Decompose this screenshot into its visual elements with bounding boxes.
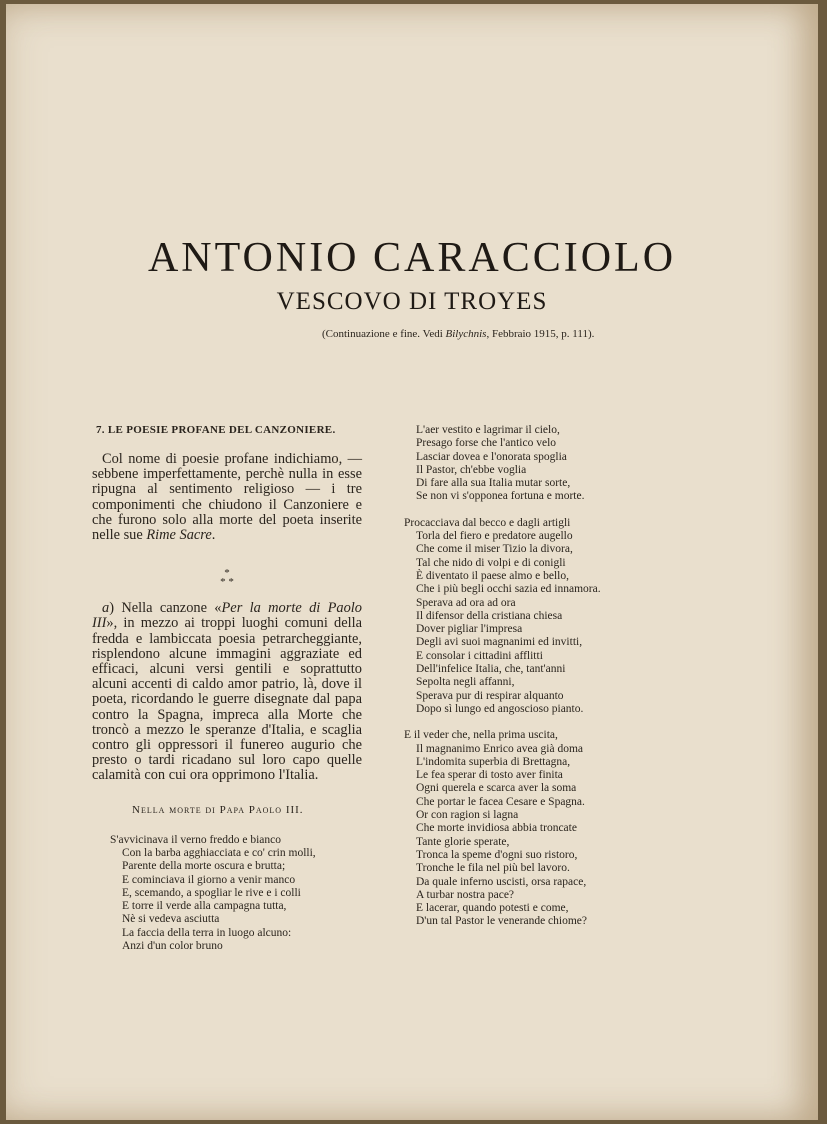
poem-line: S'avvicinava il verno freddo e bianco xyxy=(110,833,281,846)
poem-line: Degli avi suoi magnanimi ed invitti, xyxy=(416,636,583,649)
continuation-text-end: , Febbraio 1915, p. 111). xyxy=(486,328,595,340)
poem-line: Dopo sì lungo ed angoscioso pianto. xyxy=(416,702,584,715)
poem-line: E torre il verde alla campagna tutta, xyxy=(122,900,287,913)
poem-line: Il Pastor, ch'ebbe voglia xyxy=(416,463,527,476)
poem-line: Il magnanimo Enrico avea già doma xyxy=(416,742,584,755)
continuation-note xyxy=(322,328,594,340)
asterism-top: * xyxy=(224,567,230,580)
poem-line: Anzi d'un color bruno xyxy=(122,940,223,953)
intro-paragraph xyxy=(92,452,362,543)
paragraph-a-text: », in mezzo ai troppi luoghi comuni della fredda e lambiccata poesia petrarcheggiante, risplendono alcune immagini aggraziate ed efficaci, alcuni versi gentili e soprattutto alcuni accenti di caldo amor patrio, là, dove il poeta, ricordando le guerre disegnate dal papa contro la Spagna, impreca alla Morte che troncò a mezzo le speranze d'Italia, e scaglia contro gli oppressori il funereo augurio che presto o tardi ricadano sul loro capo quelle calamità con cui ora opprimono l'Italia. xyxy=(92,615,362,784)
poem-line: Che i più begli occhi sazia ed innamora. xyxy=(416,583,601,596)
poem-line: E consolar i cittadini afflitti xyxy=(416,649,543,662)
poem-line: Parente della morte oscura e brutta; xyxy=(122,860,286,873)
poem-line: Or con ragion si lagna xyxy=(416,809,519,822)
book-page xyxy=(6,4,818,1120)
poem-reference: Per la morte di Paolo III xyxy=(92,600,362,632)
poem-line: Che morte invidiosa abbia troncate xyxy=(416,822,577,835)
poem-line: È diventato il paese almo e bello, xyxy=(416,569,569,582)
poem-line: E il veder che, nella prima uscita, xyxy=(404,729,558,742)
poem-line: Le fea sperar di tosto aver finita xyxy=(416,769,563,782)
poem-line: Che come il miser Tizio la divora, xyxy=(416,543,573,556)
poem-line: Sepolta negli affanni, xyxy=(416,676,515,689)
article-subtitle: VESCOVO DI TROYES xyxy=(276,288,548,315)
poem-line: Tronca la speme d'ogni suo ristoro, xyxy=(416,848,578,861)
poem-line: Tronche le fila nel più bel lavoro. xyxy=(416,862,570,875)
poem-line: Il difensor della cristiana chiesa xyxy=(416,609,563,622)
journal-name: Bilychnis xyxy=(445,328,487,340)
poem-line: D'un tal Pastor le venerande chiome? xyxy=(416,915,587,928)
paragraph-a-open: ) Nella canzone « xyxy=(109,600,222,617)
poem-line: Sperava pur di respirar alquanto xyxy=(416,689,564,702)
poem-line: Lasciar dovea e l'onorata spoglia xyxy=(416,450,567,463)
poem-line: E cominciava il giorno a venir manco xyxy=(122,873,296,886)
poem-line: Presago forse che l'antico velo xyxy=(416,437,557,450)
poem-line: Dover pigliar l'impresa xyxy=(416,623,523,636)
poem-line: La faccia della terra in luogo alcuno: xyxy=(122,926,292,939)
poem-stanza xyxy=(404,424,654,504)
poem-line: Nè si vedeva asciutta xyxy=(122,913,220,926)
article-title: ANTONIO CARACCIOLO xyxy=(147,235,677,281)
intro-text: Col nome di poesie profane indichiamo, — sebbene imperfettamente, perchè nulla in esse ripugna al sentimento religioso — i tre componimenti che chiudono il Canzoniere e che furono solo alla morte del poeta inserite nelle sue xyxy=(92,451,362,544)
poem-line: Procacciava dal becco e dagli artigli xyxy=(404,516,571,529)
poem-line: Dell'infelice Italia, che, tant'anni xyxy=(416,663,566,676)
poem-stanza xyxy=(404,729,654,928)
left-column xyxy=(92,424,362,953)
poem-line: L'indomita superbia di Brettagna, xyxy=(416,755,571,768)
right-column-poem xyxy=(404,424,654,942)
poem-line: Sperava ad ora ad ora xyxy=(416,596,516,609)
poem-line: Con la barba agghiacciata e co' crin molli, xyxy=(122,846,316,859)
poem-line: Che portar le facea Cesare e Spagna. xyxy=(416,795,585,808)
paragraph-a xyxy=(92,601,362,783)
poem-line: L'aer vestito e lagrimar il cielo, xyxy=(416,424,560,436)
poem-title: Nella morte di Papa Paolo III. xyxy=(132,803,304,816)
asterism-bottom: * * xyxy=(220,576,234,589)
poem-line: Ogni querela e scarca aver la soma xyxy=(416,782,577,795)
poem-left xyxy=(110,834,362,954)
poem-line: E lacerar, quando potesti e come, xyxy=(416,902,569,915)
asterism xyxy=(92,569,362,587)
section-heading: 7. LE POESIE PROFANE DEL CANZONIERE. xyxy=(96,424,336,436)
poem-line: Tal che nido di volpi e di conigli xyxy=(416,556,566,569)
poem-stanza xyxy=(404,517,654,716)
intro-end: . xyxy=(211,527,216,544)
continuation-text-start: (Continuazione e fine. Vedi xyxy=(322,328,446,340)
poem-line: Tante glorie sperate, xyxy=(416,835,510,848)
poem-line: E, scemando, a spogliar le rive e i colli xyxy=(122,886,301,899)
intro-italic: Rime Sacre xyxy=(146,527,212,544)
poem-line: A turbar nostra pace? xyxy=(416,888,515,901)
poem-line: Torla del fiero e predatore augello xyxy=(416,530,573,543)
poem-line: Da quale inferno uscisti, orsa rapace, xyxy=(416,875,587,888)
poem-line: Se non vi s'opponea fortuna e morte. xyxy=(416,490,585,503)
poem-line: Di fare alla sua Italia mutar sorte, xyxy=(416,477,571,490)
paragraph-a-label: a xyxy=(102,600,110,617)
